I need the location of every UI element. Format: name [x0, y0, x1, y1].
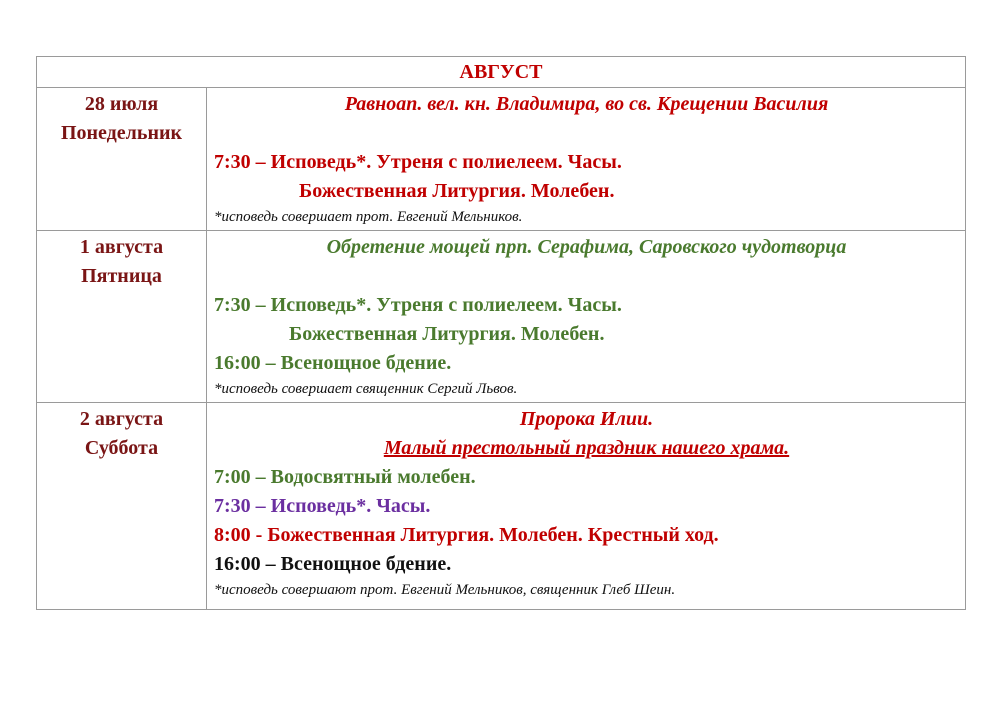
confession-note: *исповедь совершает священник Сергий Львов. — [214, 381, 518, 397]
spacer — [214, 119, 959, 148]
feast-subtitle: Малый престольный праздник нашего храма. — [383, 437, 790, 459]
feast-title: Равноап. вел. кн. Владимира, во св. Крещении Василия — [344, 93, 829, 115]
service-line: 7:00 – Водосвятный молебен. — [214, 466, 476, 488]
day-row — [37, 403, 966, 610]
service-line: 7:30 – Исповедь*. Часы. — [214, 495, 431, 517]
date-cell — [37, 403, 207, 610]
feast-title: Пророка Илии. — [519, 408, 654, 430]
day-date: 28 июля — [84, 93, 159, 115]
service-line: 7:30 – Исповедь*. Утреня с полиелеем. Часы. — [214, 151, 622, 173]
service-line: 8:00 - Божественная Литургия. Молебен. Крестный ход. — [214, 524, 719, 546]
confession-note: *исповедь совершают прот. Евгений Мельников, священник Глеб Шеин. — [214, 582, 676, 598]
day-date: 1 августа — [79, 236, 164, 258]
spacer — [214, 262, 959, 291]
month-header-row — [37, 57, 966, 88]
service-info-cell — [207, 88, 966, 231]
service-line: Божественная Литургия. Молебен. — [299, 180, 615, 202]
confession-note: *исповедь совершает прот. Евгений Мельников. — [214, 209, 523, 225]
date-cell — [37, 231, 207, 403]
service-line: 16:00 – Всенощное бдение. — [214, 553, 452, 575]
date-cell — [37, 88, 207, 231]
month-title: АВГУСТ — [37, 57, 966, 88]
service-info-cell — [207, 231, 966, 403]
day-row — [37, 231, 966, 403]
service-line: Божественная Литургия. Молебен. — [289, 323, 605, 345]
day-row — [37, 88, 966, 231]
schedule-table — [36, 56, 966, 610]
service-line: 7:30 – Исповедь*. Утреня с полиелеем. Часы. — [214, 294, 622, 316]
day-date: 2 августа — [79, 408, 164, 430]
service-info-cell — [207, 403, 966, 610]
service-line: 16:00 – Всенощное бдение. — [214, 352, 452, 374]
day-weekday: Понедельник — [60, 122, 183, 144]
feast-title: Обретение мощей прп. Серафима, Саровского чудотворца — [326, 236, 847, 258]
day-weekday: Пятница — [81, 265, 162, 287]
day-weekday: Суббота — [84, 437, 159, 459]
